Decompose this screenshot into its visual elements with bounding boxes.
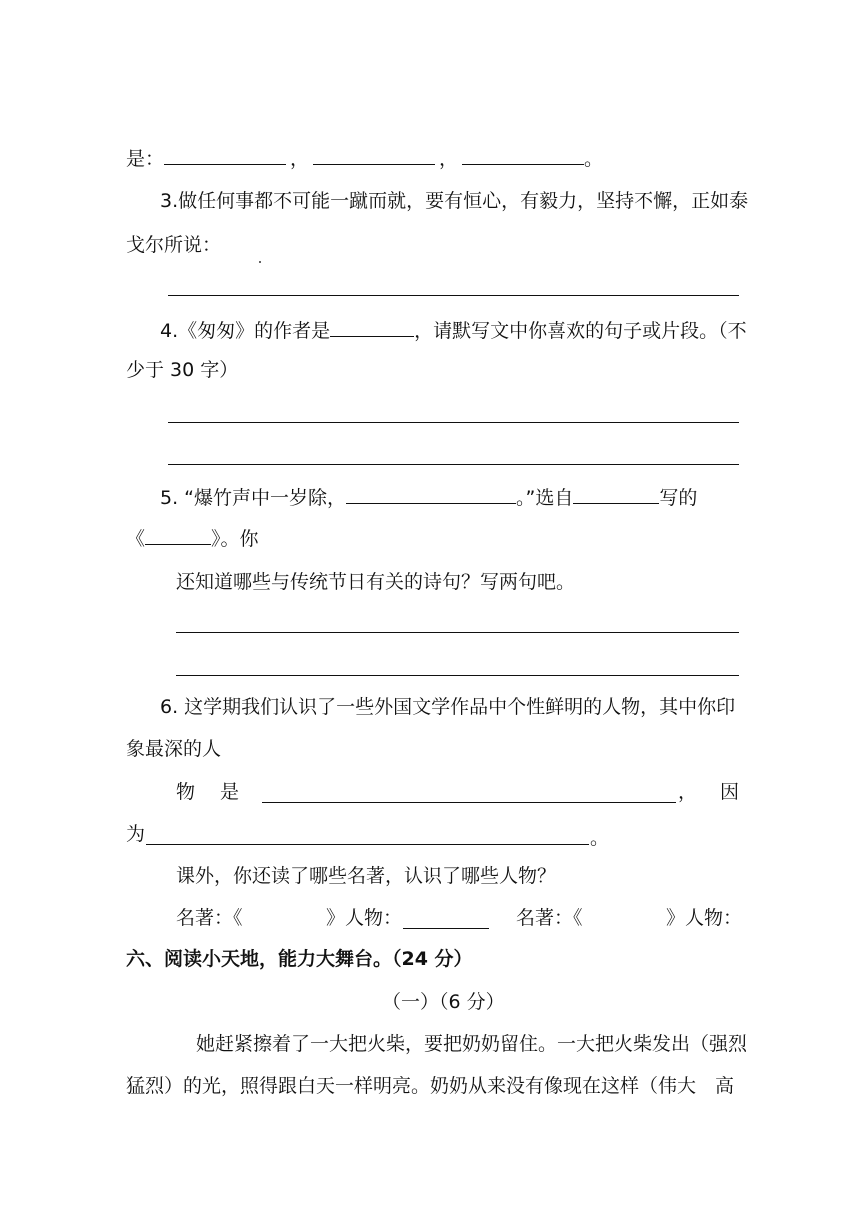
q5-open-bracket: 《 <box>126 528 146 550</box>
q6-character-blank[interactable] <box>262 802 676 803</box>
q6-reason-blank[interactable] <box>146 844 589 845</box>
q3-line-1: 3.做任何事都不可能一蹴而就，要有恒心，有毅力，坚持不懈，正如泰 <box>160 190 749 212</box>
q5-line-3: 还知道哪些与传统节日有关的诗句？写两句吧。 <box>176 571 576 593</box>
q4-line-1 <box>160 318 747 343</box>
q4-author-blank[interactable] <box>330 318 414 337</box>
q4-answer-line-1[interactable] <box>168 422 739 423</box>
comma: ， <box>290 148 310 170</box>
q6-wei: 为 <box>126 823 146 845</box>
q6-wu: 物 <box>176 781 196 803</box>
q5-close: 》。你 <box>211 528 259 550</box>
answer-blank-1[interactable] <box>164 146 286 165</box>
answer-blank-2[interactable] <box>313 146 435 165</box>
q6-book-1-label: 名著：《 <box>176 907 243 929</box>
q5-author-blank[interactable] <box>573 485 659 504</box>
answer-prefix: 是： <box>126 148 165 170</box>
q5-prefix: 5. “爆竹声中一岁除， <box>160 487 347 509</box>
q5-answer-line-2[interactable] <box>176 675 739 676</box>
q5-title-blank[interactable] <box>145 526 211 545</box>
q6-line-2: 象最深的人 <box>126 738 222 760</box>
q5-suffix: 写的 <box>659 487 698 509</box>
q6-line-1: 6. 这学期我们认识了一些外国文学作品中个性鲜明的人物，其中你印 <box>160 696 736 718</box>
q5-line-1 <box>160 485 697 510</box>
q3-line-2: 戈尔所说： <box>126 234 222 256</box>
q6-shi: 是 <box>220 781 240 803</box>
answer-line-1 <box>126 146 603 171</box>
section-6-title: 六、阅读小天地，能力大舞台。（24 分） <box>126 948 473 970</box>
q5-middle: 。”选自 <box>516 487 574 509</box>
q6-book-1-close: 》人物： <box>326 907 403 929</box>
q6-character-1-blank[interactable] <box>403 928 489 929</box>
stray-dot <box>259 261 261 263</box>
q5-answer-line-1[interactable] <box>176 632 739 633</box>
period: 。 <box>584 148 604 170</box>
q6-extra: 课外，你还读了哪些名著，认识了哪些人物？ <box>176 865 557 887</box>
q4-line-2: 少于 30 字） <box>126 359 239 381</box>
q6-book-2-label: 名著：《 <box>516 907 583 929</box>
q3-answer-line[interactable] <box>168 295 739 296</box>
q6-comma: ， <box>678 781 698 803</box>
answer-blank-3[interactable] <box>462 146 584 165</box>
comma: ， <box>439 148 459 170</box>
q4-answer-line-2[interactable] <box>168 464 739 465</box>
q4-suffix: ，请默写文中你喜欢的句子或片段。（不 <box>414 320 747 342</box>
section-6-part-1: （一）（6 分） <box>382 991 505 1013</box>
q4-prefix: 4.《匆匆》的作者是 <box>160 320 331 342</box>
q5-poem-blank[interactable] <box>346 485 516 504</box>
q5-line-2 <box>126 526 259 551</box>
q6-yin: 因 <box>720 781 740 803</box>
passage-line-2: 猛烈）的光，照得跟白天一样明亮。奶奶从来没有像现在这样（伟大 高 <box>126 1075 735 1097</box>
passage-line-1: 她赶紧擦着了一大把火柴，要把奶奶留住。一大把火柴发出（强烈 <box>196 1033 748 1055</box>
q6-end: 。 <box>590 827 610 849</box>
q6-book-2-close: 》人物： <box>666 907 743 929</box>
